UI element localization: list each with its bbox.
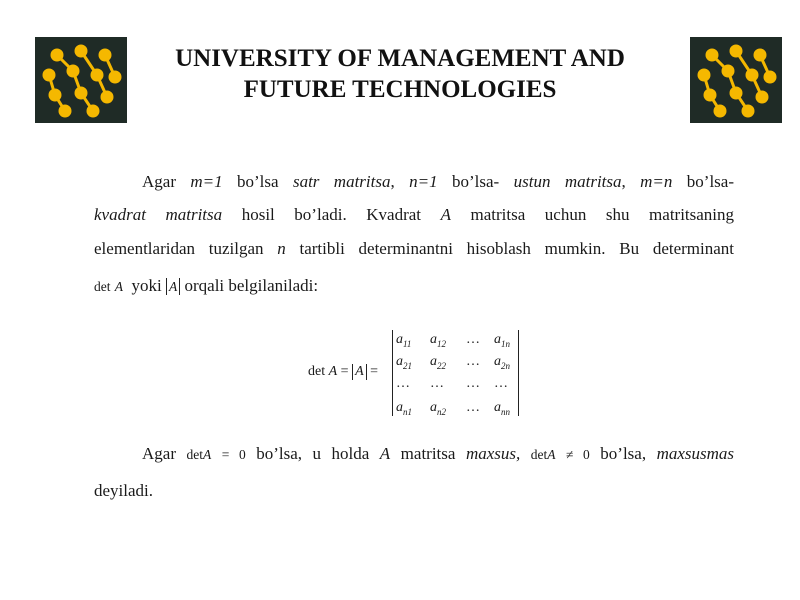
- matrix-entry: $a_{22}$: [430, 354, 446, 371]
- matrix-entry: $a_{21}$: [396, 354, 412, 371]
- matrix-entry: …: [494, 376, 508, 391]
- circuit-logo-icon: [35, 37, 127, 123]
- header-line-2: FUTURE TECHNOLOGIES: [243, 76, 557, 103]
- matrix-entry: …: [396, 376, 410, 391]
- matrix-entry: …: [466, 376, 480, 391]
- para-line-4: det A yoki A orqali belgilaniladi:: [94, 276, 319, 295]
- header-line-1: UNIVERSITY OF MANAGEMENT AND: [175, 45, 625, 72]
- matrix-entry: …: [430, 376, 444, 391]
- para2-line-2: deyiladi.: [94, 481, 154, 500]
- abs-bars: A: [352, 364, 367, 380]
- matrix-entry: $a_{nn}$: [494, 400, 510, 417]
- matrix-entry: …: [466, 400, 480, 415]
- matrix-entry: …: [466, 354, 480, 369]
- matrix-entry: …: [466, 332, 480, 347]
- matrix-entry: $a_{1n}$: [494, 332, 510, 349]
- matrix-entry: $a_{2n}$: [494, 354, 510, 371]
- matrix-entry: $a_{n2}$: [430, 400, 446, 417]
- matrix-right-bar: [518, 330, 519, 416]
- matrix-entry: $a_{n1}$: [396, 400, 412, 417]
- university-logo-left: [35, 37, 127, 123]
- formula-lhs: det A = A =: [308, 364, 379, 379]
- para-line-2: kvadrat matritsa hosil bo’ladi. Kvadrat A matritsa uchun shu matritsaning: [94, 205, 735, 224]
- matrix-entry: $a_{12}$: [430, 332, 446, 349]
- page-header: [140, 43, 660, 105]
- para-line-1: Agar m=1 bo’lsa satr matritsa, n=1 bo’lsa- ustun matritsa, m=n bo’lsa-: [142, 172, 735, 191]
- para2-line-1: Agar detA = 0 bo’lsa, u holda A matritsa maxsus, detA ≠ 0 bo’lsa, maxsusmas: [142, 444, 735, 463]
- matrix-left-bar: [392, 330, 393, 416]
- university-logo-right: [690, 37, 782, 123]
- abs-bars: A: [166, 278, 180, 295]
- circuit-logo-icon: [690, 37, 782, 123]
- para-line-3: elementlaridan tuzilgan n tartibli determinantni hisoblash mumkin. Bu determinant: [94, 239, 735, 258]
- matrix-entry: $a_{11}$: [396, 332, 412, 349]
- determinant-formula: [308, 328, 528, 420]
